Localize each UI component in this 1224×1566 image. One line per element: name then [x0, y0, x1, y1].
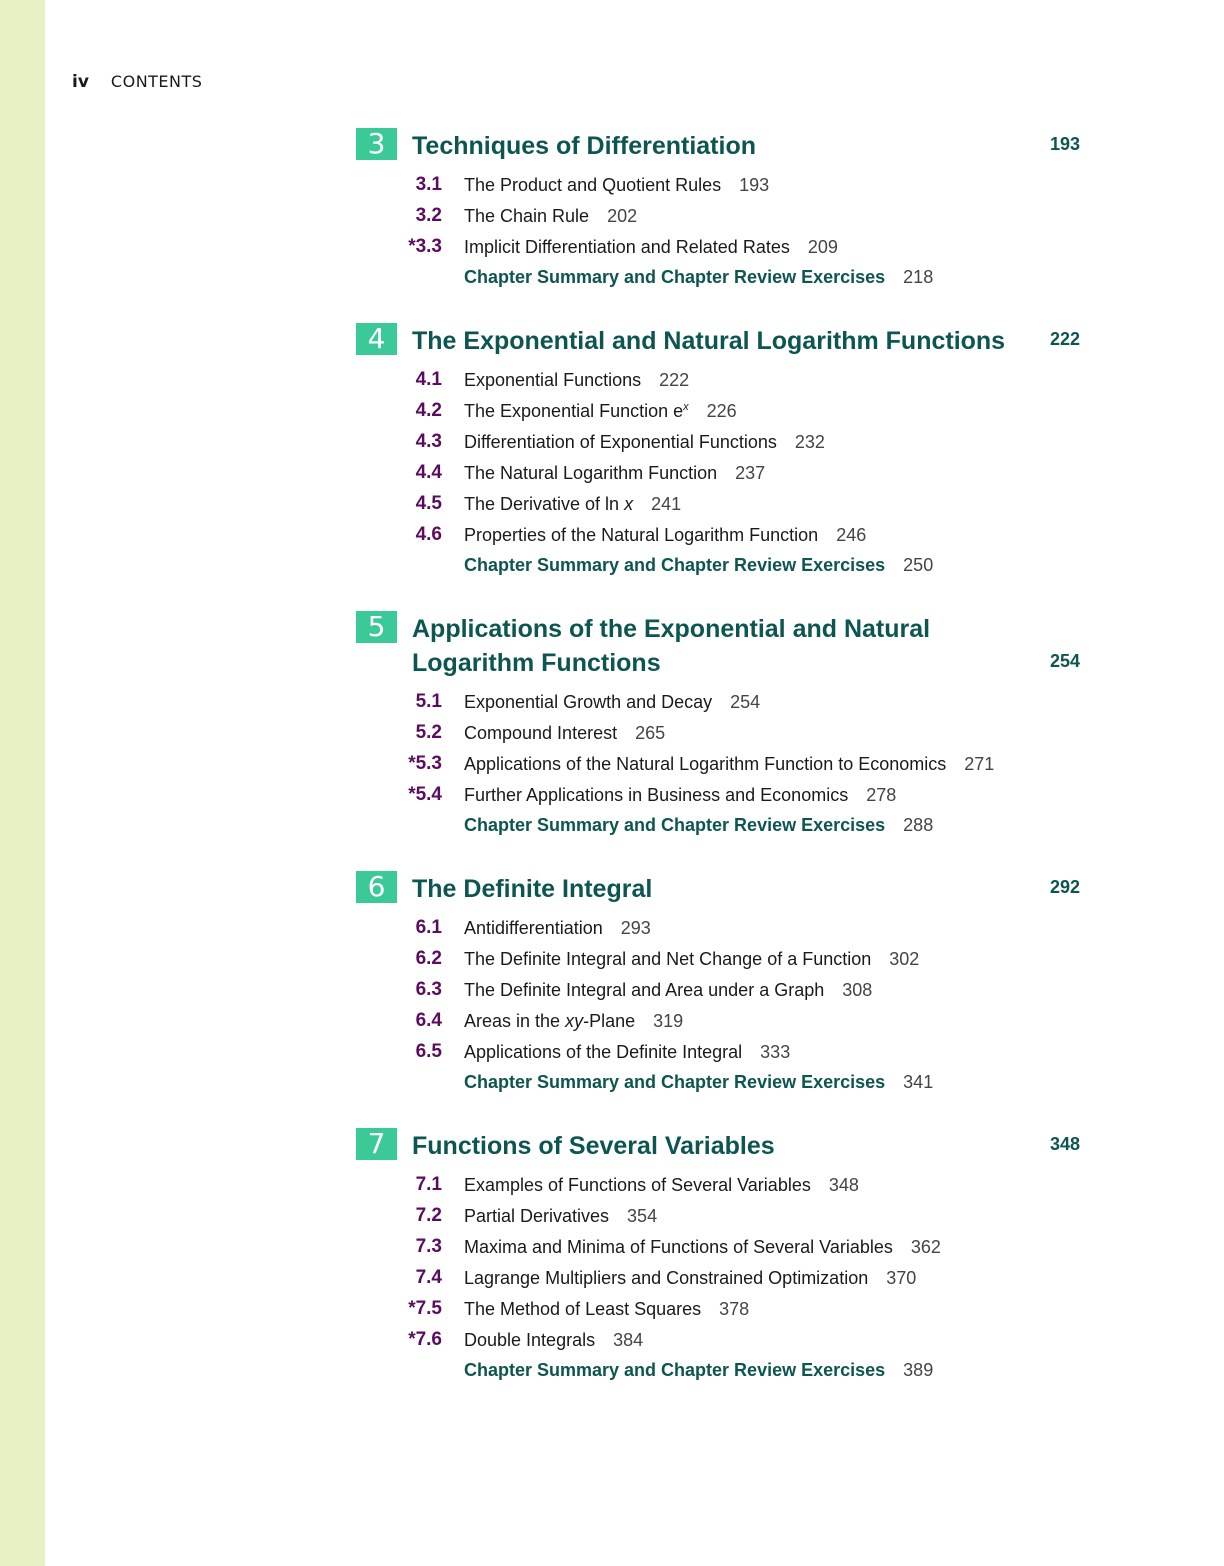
section-row[interactable]: [356, 232, 1082, 263]
section-number: 4.3: [415, 431, 442, 452]
chapter-summary-page: 250: [903, 555, 934, 575]
section-page: 202: [607, 206, 638, 226]
chapter-page-number: 254: [1049, 651, 1080, 671]
section-row[interactable]: [356, 201, 1082, 232]
section-row[interactable]: [356, 458, 1082, 489]
section-page: 271: [964, 754, 995, 774]
section-row[interactable]: [356, 1006, 1082, 1037]
chapter-summary-label: Chapter Summary and Chapter Review Exercises: [464, 1360, 886, 1380]
section-row[interactable]: [356, 520, 1082, 551]
running-head-title: CONTENTS: [110, 72, 203, 91]
section-number: 6.1: [415, 917, 442, 938]
chapter-summary-label: Chapter Summary and Chapter Review Exercises: [464, 555, 886, 575]
chapter-title-line-1: Applications of the Exponential and Natural: [412, 615, 931, 643]
running-head: [72, 72, 202, 94]
section-page: 362: [910, 1237, 941, 1257]
chapter-title[interactable]: The Definite Integral: [412, 875, 653, 903]
chapter-3: [356, 128, 1082, 293]
section-row[interactable]: [356, 749, 1082, 780]
chapter-summary-page: 218: [903, 267, 934, 287]
chapter-summary-label: Chapter Summary and Chapter Review Exercises: [464, 267, 886, 287]
chapter-6: [356, 871, 1082, 1098]
section-page: 241: [651, 494, 682, 514]
section-title: The Derivative of ln: [464, 494, 620, 514]
section-title-suffix: -Plane: [583, 1011, 636, 1031]
section-row[interactable]: [356, 427, 1082, 458]
chapter-5: [356, 611, 1082, 841]
section-page: 384: [613, 1330, 644, 1350]
section-row[interactable]: [356, 1170, 1082, 1201]
chapter-number-badge: 4: [356, 323, 397, 355]
section-title: Partial Derivatives: [464, 1206, 610, 1226]
chapter-4: [356, 323, 1082, 581]
chapter-number-badge: 5: [356, 611, 397, 643]
section-title: Exponential Growth and Decay: [464, 692, 713, 712]
section-row[interactable]: [356, 1263, 1082, 1294]
section-page: 278: [866, 785, 897, 805]
chapter-title[interactable]: Techniques of Differentiation: [412, 132, 756, 160]
section-row[interactable]: [356, 396, 1082, 427]
section-title: The Exponential Function e: [464, 401, 684, 421]
section-page: 333: [760, 1042, 791, 1062]
section-row[interactable]: [356, 170, 1082, 201]
chapter-title-line-2: Logarithm Functions: [412, 649, 661, 677]
section-title: Further Applications in Business and Economics: [464, 785, 849, 805]
section-title: Properties of the Natural Logarithm Function: [464, 525, 819, 545]
chapter-number-badge: 3: [356, 128, 397, 160]
section-number: 4.4: [415, 462, 442, 483]
section-number: *5.4: [408, 784, 442, 805]
chapter-page-number: 348: [1049, 1134, 1080, 1154]
section-number: 6.5: [415, 1041, 442, 1062]
section-title-italic: x: [624, 494, 634, 514]
chapter-page-number: 222: [1049, 329, 1080, 349]
section-row[interactable]: [356, 1232, 1082, 1263]
chapter-page-number: 193: [1049, 134, 1080, 154]
section-row[interactable]: [356, 1325, 1082, 1356]
section-title: Implicit Differentiation and Related Rates: [464, 237, 790, 257]
section-title: The Chain Rule: [464, 206, 590, 226]
section-number: *7.6: [408, 1329, 442, 1350]
section-number: *3.3: [408, 236, 442, 257]
section-page: 232: [794, 432, 825, 452]
section-number: 4.5: [415, 493, 442, 514]
page-folio: iv: [72, 72, 89, 92]
section-title: Exponential Functions: [464, 370, 642, 390]
chapter-page-number: 292: [1049, 877, 1080, 897]
section-row[interactable]: [356, 975, 1082, 1006]
chapter-7: [356, 1128, 1082, 1386]
chapter-number-badge: 6: [356, 871, 397, 903]
section-title: Applications of the Natural Logarithm Function to Economics: [464, 754, 947, 774]
section-number: 6.3: [415, 979, 442, 1000]
section-title: Differentiation of Exponential Functions: [464, 432, 777, 452]
section-number: 3.1: [415, 174, 442, 195]
chapter-summary-row[interactable]: [356, 551, 1082, 581]
section-page: 226: [706, 401, 737, 421]
section-number: 3.2: [415, 205, 442, 226]
chapter-summary-page: 341: [903, 1072, 934, 1092]
chapter-summary-label: Chapter Summary and Chapter Review Exercises: [464, 1072, 886, 1092]
section-page: 222: [659, 370, 690, 390]
section-page: 354: [627, 1206, 658, 1226]
section-number: 5.2: [415, 722, 442, 743]
section-title: Compound Interest: [464, 723, 618, 743]
section-page: 209: [807, 237, 838, 257]
section-number: *7.5: [408, 1298, 442, 1319]
chapter-summary-row[interactable]: [356, 811, 1082, 841]
section-title: Areas in the: [464, 1011, 561, 1031]
section-row[interactable]: [356, 913, 1082, 944]
section-row[interactable]: [356, 1037, 1082, 1068]
chapter-title[interactable]: The Exponential and Natural Logarithm Functions: [412, 327, 1006, 355]
section-number: 4.6: [415, 524, 442, 545]
chapter-title[interactable]: [412, 612, 1022, 680]
section-row[interactable]: [356, 944, 1082, 975]
section-title-italic: xy: [565, 1011, 584, 1031]
section-page: 237: [735, 463, 766, 483]
section-number: 4.2: [415, 400, 442, 421]
section-row[interactable]: [356, 718, 1082, 749]
section-number: 7.3: [415, 1236, 442, 1257]
section-title: The Product and Quotient Rules: [464, 175, 722, 195]
section-page: 348: [828, 1175, 859, 1195]
section-page: 254: [730, 692, 761, 712]
section-number: 5.1: [415, 691, 442, 712]
section-number: 6.2: [415, 948, 442, 969]
section-number: 6.4: [415, 1010, 442, 1031]
section-row[interactable]: [356, 365, 1082, 396]
section-page: 378: [719, 1299, 750, 1319]
section-page: 265: [635, 723, 666, 743]
section-page: 293: [620, 918, 651, 938]
section-row[interactable]: [356, 1294, 1082, 1325]
chapter-summary-page: 288: [903, 815, 934, 835]
section-title: The Definite Integral and Area under a Graph: [464, 980, 825, 1000]
section-title: Double Integrals: [464, 1330, 596, 1350]
section-page: 302: [889, 949, 920, 969]
section-row[interactable]: [356, 489, 1082, 520]
section-page: 319: [653, 1011, 684, 1031]
section-title: Applications of the Definite Integral: [464, 1042, 743, 1062]
section-row[interactable]: [356, 780, 1082, 811]
section-row[interactable]: [356, 687, 1082, 718]
section-number: *5.3: [408, 753, 442, 774]
chapter-title[interactable]: Functions of Several Variables: [412, 1132, 775, 1160]
section-number: 7.2: [415, 1205, 442, 1226]
section-title: Lagrange Multipliers and Constrained Optimization: [464, 1268, 869, 1288]
section-title: Maxima and Minima of Functions of Several Variables: [464, 1237, 893, 1257]
section-title: The Method of Least Squares: [464, 1299, 702, 1319]
section-row[interactable]: [356, 1201, 1082, 1232]
chapter-summary-page: 389: [903, 1360, 934, 1380]
section-page: 246: [836, 525, 867, 545]
chapter-number-badge: 7: [356, 1128, 397, 1160]
section-title: Antidifferentiation: [464, 918, 603, 938]
section-number: 4.1: [415, 369, 442, 390]
margin-strip: [0, 0, 45, 1566]
section-title-superscript: x: [683, 401, 689, 413]
section-number: 7.1: [415, 1174, 442, 1195]
section-page: 308: [842, 980, 873, 1000]
section-title: Examples of Functions of Several Variables: [464, 1175, 811, 1195]
section-number: 7.4: [415, 1267, 442, 1288]
chapter-summary-row[interactable]: [356, 1356, 1082, 1386]
section-title: The Definite Integral and Net Change of a Function: [464, 949, 872, 969]
chapter-summary-label: Chapter Summary and Chapter Review Exercises: [464, 815, 886, 835]
chapter-summary-row[interactable]: [356, 1068, 1082, 1098]
section-title: The Natural Logarithm Function: [464, 463, 718, 483]
section-page: 370: [886, 1268, 917, 1288]
chapter-summary-row[interactable]: [356, 263, 1082, 293]
section-page: 193: [739, 175, 770, 195]
